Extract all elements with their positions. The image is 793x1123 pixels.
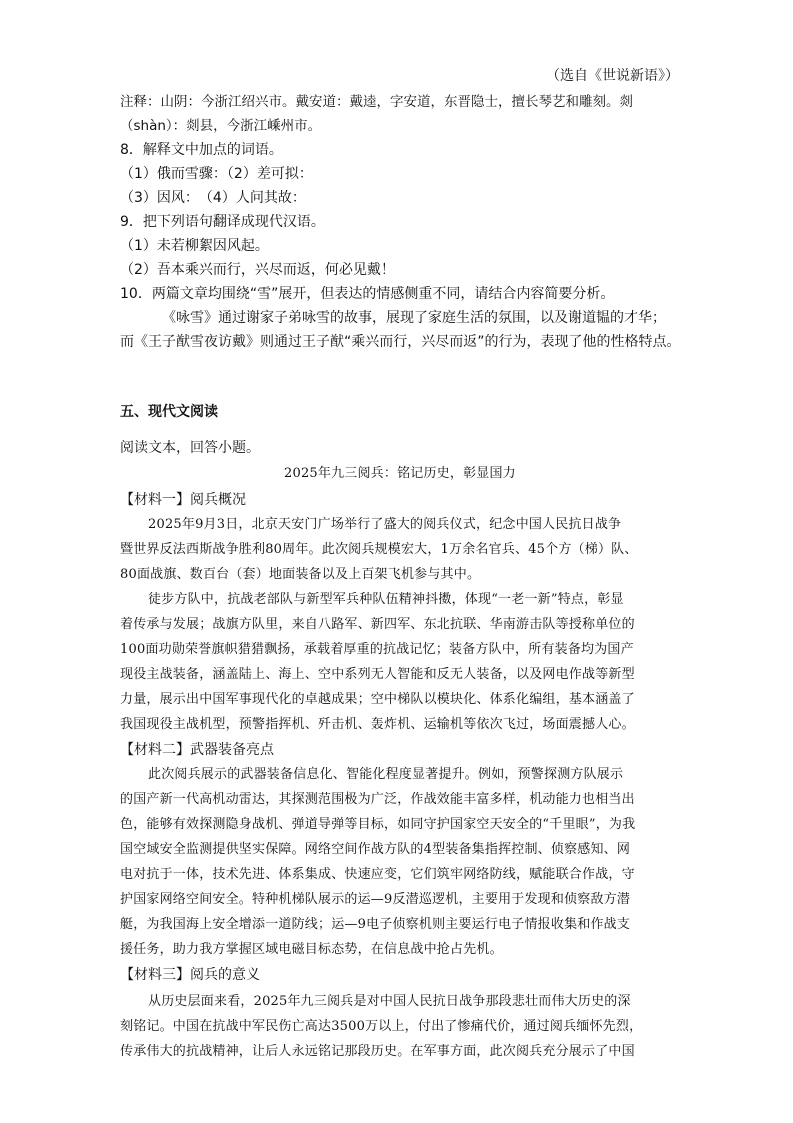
- material-2-line: 国空域安全监测提供坚实保障。网络空间作战方队的4型装备集指挥控制、侦察感知、网: [120, 842, 631, 857]
- question-10: 10．两篇文章均围绕“雪”展开，但表达的情感侧重不同，请结合内容简要分析。: [120, 286, 615, 302]
- question-9-item-1: （1）未若柳絮因风起。: [120, 238, 269, 254]
- section-heading: 五、现代文阅读: [120, 404, 218, 420]
- material-1-line: 着传承与发展；战旗方队里，来自八路军、新四军、东北抗联、华南游击队等授称单位的: [120, 617, 635, 632]
- material-1-line: 力量，展示出中国军事现代化的卓越成果；空中梯队以模块化、体系化编组，基本涵盖了: [120, 692, 635, 707]
- material-1-line: 100面功勋荣誉旗帜猎猎飘扬，承载着厚重的抗战记忆；装备方队中，所有装备均为国产: [120, 642, 634, 657]
- question-9: 9．把下列语句翻译成现代汉语。: [120, 214, 325, 230]
- material-3-line: 传承伟大的抗战精神，让后人永远铭记那段历史。在军事方面，此次阅兵充分展示了中国: [120, 1044, 635, 1059]
- question-8-items-1: （1）俄而雪骤：（2）差可拟：: [120, 166, 313, 182]
- material-3-line: 从历史层面来看，2025年九三阅兵是对中国人民抗日战争那段悲壮而伟大历史的深: [148, 994, 631, 1009]
- material-1-line: 2025年9月3日，北京天安门广场举行了盛大的阅兵仪式，纪念中国人民抗日战争: [148, 517, 622, 532]
- question-8: 8．解释文中加点的词语。: [120, 142, 283, 158]
- material-3-line: 刻铭记。中国在抗战中军民伤亡高达3500万以上，付出了惨痛代价，通过阅兵缅怀先烈，: [120, 1019, 643, 1034]
- question-10-answer-1: 《咏雪》通过谢家子弟咏雪的故事，展现了家庭生活的氛围，以及谢道韫的才华；: [162, 310, 666, 326]
- reading-instruction: 阅读文本，回答小题。: [120, 440, 260, 456]
- material-1-heading: 【材料一】阅兵概况: [120, 492, 246, 508]
- material-2-line: 护国家网络空间安全。特种机梯队展示的运—9反潜巡逻机，主要用于发现和侦察敌方潜: [120, 892, 631, 907]
- material-3-heading: 【材料三】阅兵的意义: [120, 967, 260, 983]
- material-2-line: 此次阅兵展示的武器装备信息化、智能化程度显著提升。例如，预警探测方队展示: [148, 767, 624, 782]
- material-1-line: 我国现役主战机型，预警指挥机、歼击机、轰炸机、运输机等依次飞过，场面震撼人心。: [120, 717, 635, 732]
- material-1-line: 暨世界反法西斯战争胜利80周年。此次阅兵规模宏大，1万余名官兵、45个方（梯）队、: [120, 542, 638, 557]
- question-10-answer-2: 而《王子猷雪夜访戴》则通过王子猷“乘兴而行，兴尽而返”的行为，表现了他的性格特点。: [120, 334, 681, 350]
- material-1-line: 80面战旗、数百台（套）地面装备以及上百架飞机参与其中。: [120, 567, 481, 582]
- material-2-line: 电对抗于一体，技术先进、体系集成、快速应变，它们筑牢网络防线，赋能联合作战，守: [120, 867, 635, 882]
- annotation-line-1: 注释：山阴：今浙江绍兴市。戴安道：戴逵，字安道，东晋隐士，擅长琴艺和雕刻。剡: [120, 94, 633, 110]
- material-2-line: 的国产新一代高机动雷达，其探测范围极为广泛，作战效能丰富多样，机动能力也相当出: [120, 792, 635, 807]
- source-citation: （选自《世说新语》）: [546, 68, 679, 84]
- material-2-heading: 【材料二】武器装备亮点: [120, 742, 274, 758]
- question-8-items-2: （3）因风： （4）人问其故：: [120, 190, 306, 206]
- material-1-line: 徒步方队中，抗战老部队与新型军兵种队伍精神抖擞，体现“一老一新”特点，彰显: [148, 592, 624, 607]
- question-9-item-2: （2）吾本乘兴而行，兴尽而返，何必见戴！: [120, 262, 395, 278]
- material-2-line: 艇，为我国海上安全增添一道防线；运—9电子侦察机则主要运行电子情报收集和作战支: [120, 917, 631, 932]
- material-1-line: 现役主战装备，涵盖陆上、海上、空中系列无人智能和反无人装备，以及网电作战等新型: [120, 667, 635, 682]
- material-2-line: 色，能够有效探测隐身战机、弹道导弹等目标，如同守护国家空天安全的“千里眼”，为我: [120, 817, 636, 832]
- material-2-line: 援任务，助力我方掌握区域电磁目标态势，在信息战中抢占先机。: [120, 942, 503, 957]
- annotation-line-2: （shàn）：剡县，今浙江嵊州市。: [120, 118, 322, 134]
- article-title: 2025年九三阅兵：铭记历史，彰显国力: [284, 466, 516, 481]
